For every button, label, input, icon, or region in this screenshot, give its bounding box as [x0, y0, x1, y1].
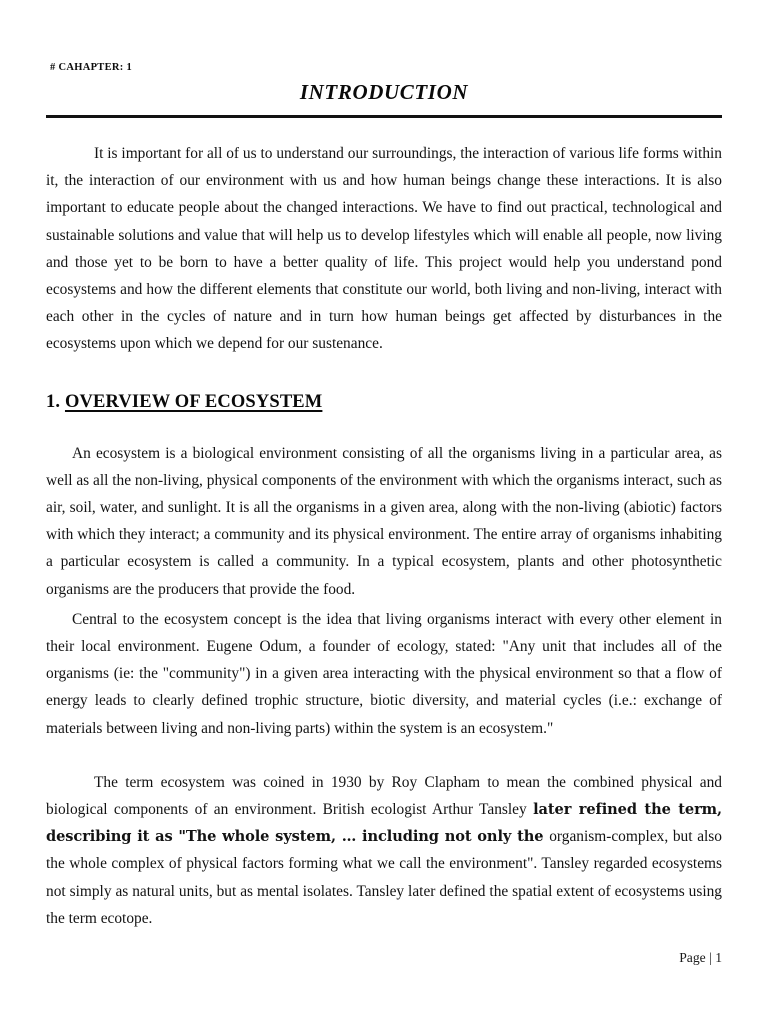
paragraph-intro: It is important for all of us to understand our surroundings, the interaction of various life forms within it, the interaction of our environment with us and how human beings change these interactions. It is also important to educate people about the changed interactions. We have to find out practical, technological and sustainable solutions and value that will help us to develop lifestyles which will enable all people, now living and those yet to be born to have a better quality of life. This project would help you understand pond ecosystems and how the different elements that constitute our world, both living and non-living, interact with each other in the cycles of nature and in turn how human beings get affected by disturbances in the ecosystems upon which we depend for our sustenance. [46, 145, 722, 353]
paragraph-odum-quote: Central to the ecosystem concept is the idea that living organisms interact with every other element in their local environment. Eugene Odum, a founder of ecology, stated: "Any unit that includes all of the organisms (ie: the "community") in a given area interacting with the physical environment so that a flow of energy leads to clearly defined trophic structure, biotic diversity, and material cycles (i.e.: exchange of materials between living and non-living parts) within the system is an ecosystem." [46, 610, 722, 737]
paragraph-tansley [46, 769, 722, 932]
tansley-text-tail: organism-complex, but also the whole complex of physical factors forming what we call the environment". Tansley regarded ecosystems not simply as natural units, but as mental isolates. Tansley later defined the spatial extent of ecosystems using the term ecotope. [46, 828, 722, 927]
tansley-quote-emphasis: later refined the term, describing it as "The whole system, … including not only the [46, 801, 722, 846]
section-number: 1. [46, 391, 61, 412]
spacer [46, 742, 722, 769]
page-number-footer: Page | 1 [679, 950, 722, 965]
document-body [46, 140, 722, 932]
section-title: OVERVIEW OF ECOSYSTEM [64, 391, 323, 412]
paragraph-ecosystem-definition: An ecosystem is a biological environment consisting of all the organisms living in a particular area, as well as all the non-living, physical components of the environment with which the organisms interact, such as air, soil, water, and sunlight. It is all the organisms in a given area, along with the non-living (abiotic) factors with which they interact; a community and its physical environment. The entire array of organisms inhabiting a particular ecosystem is called a community. In a typical ecosystem, plants and other photosynthetic organisms are the producers that provide the food. [46, 444, 722, 598]
page-title: INTRODUCTION [299, 80, 469, 104]
running-header [46, 62, 722, 120]
chapter-label: # CAHAPTER: 1 [50, 62, 133, 73]
header-divider [46, 115, 722, 118]
spacer [46, 358, 722, 392]
section-heading-overview [46, 392, 722, 413]
tansley-text-lead: The term ecosystem was coined in 1930 by Roy Clapham to mean the combined physical and biological components of an environment. British ecologist Arthur Tansley [46, 773, 722, 819]
spacer [46, 413, 722, 440]
